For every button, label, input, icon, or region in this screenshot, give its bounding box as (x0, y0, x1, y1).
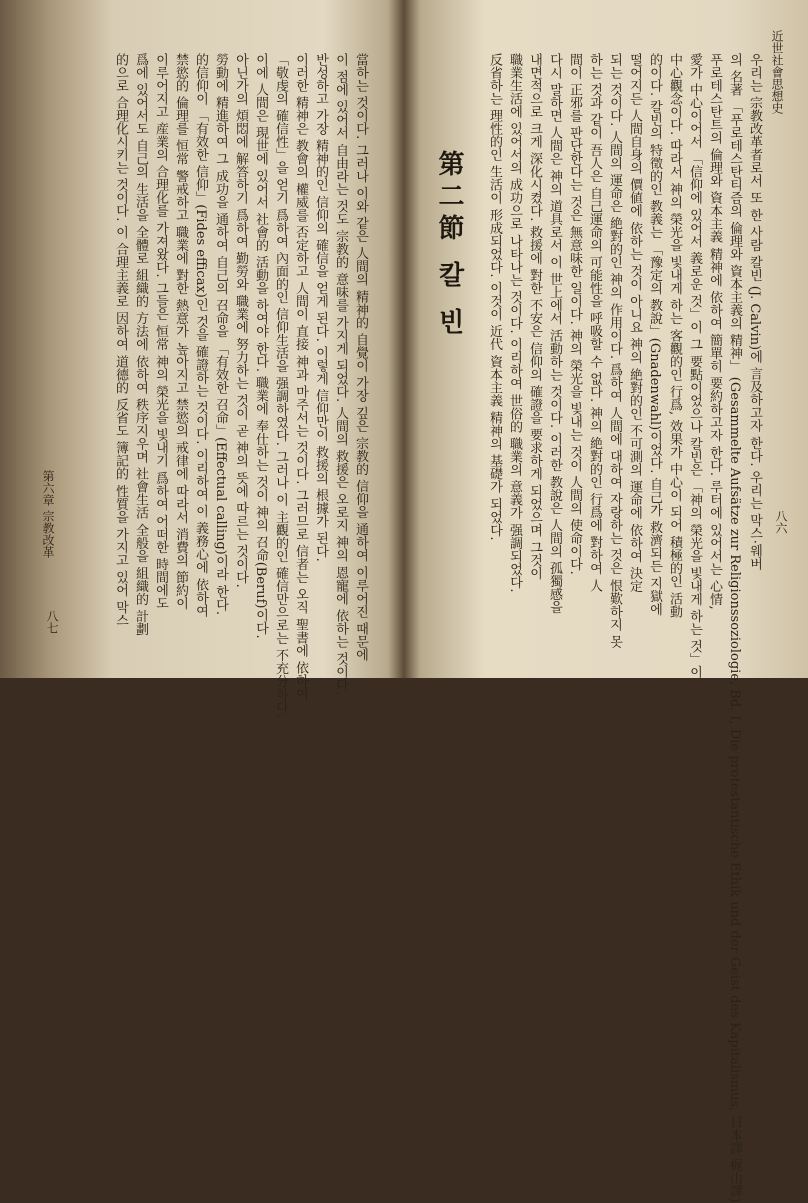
paragraph: 되는 것이다. 人間의 運命은 絶對的인 神의 作用이다. 爲하여 人間에 대하여 자랑하는 것은 恨歎하지 못 (607, 53, 622, 648)
paragraph: 의 名著 「푸로테스탄티즘의 倫理와 資本主義의 精神」 (Gesammelte Aufsätze zur Religionssoziologie, Bd. I, Die protestantische Ethik und der Geist des Kapitalismus, 日本譯 梶山譯) (727, 53, 742, 1203)
paragraph: 職業生活에 있어서의 成功으로 나타나는 것이다. 이리하여 世俗的 職業의 意義가 强調되었다. (507, 53, 522, 593)
paragraph: 禁慾的 倫理를 恒常 警戒하고 職業에 對한 熱意가 높아지고 禁慾의 戒律에 따라서 消費의 節約이 (173, 53, 188, 610)
paragraph: 이러한 精神은 教會의 權威를 否定하고 人間이 直接 神과 마주서는 것이다. 그러므로 信者는 오직 聖書에 依하여 (293, 53, 308, 700)
paragraph: 爲에 있어서도 自己의 生活을 全體로 組織的 方法에 依하여 秩序지우며 社會生活 全般을 組織的 計劃 (133, 53, 148, 636)
paragraph: 푸로테스탄트의 倫理와 資本主義 精神에 依하여 簡單히 要約하고자 한다. 루터에 있어서는 心情, (707, 53, 722, 610)
paragraph: 우리는 宗教改革者로서 또 한 사람 칼빈 (J. Calvin)에 言及하고자 한다. 우리는 막스·웨버 (747, 53, 762, 570)
running-header: 近世社會思想史 (770, 30, 784, 114)
paragraph: 的으로 合理化시키는 것이다. 이 合理主義로 因하여 道德的 反省도 簿記的 性質을 가지고 있어 막스 (113, 53, 128, 627)
right-page (412, 0, 808, 1203)
paragraph: 的信仰이 「有效한 信仰」(Fides efficax)인 것을 確證하는 것이다. 이리하여 이 義務心에 依하여 (193, 53, 208, 617)
paragraph: 내면적으로 크게 深化시켰다. 救援에 對한 不安은 信仰의 確證을 要求하게 되었으며 그것이 (527, 53, 542, 580)
paragraph: 愛가 中心이어서 「信仰에 있어서 義로운 것」이 그 要點이었으나 칼빈은 「神의 榮光을 빛내게 하는 것」이 (687, 53, 702, 679)
chapter-footer: 第六章 宗教改革 (41, 470, 55, 558)
paragraph: 반성하고 가장 精神的인 信仰의 確信을 얻게 된다. 이렇게 信仰만이 救援의 根據가 된다. (313, 53, 328, 562)
paragraph: 間이 正邪를 판단한다는 것은 無意味한 일이다. 神의 榮光을 빛내는 것이 人間의 使命이다. (567, 53, 582, 575)
left-page (0, 0, 396, 718)
paragraph: 떨어지든 人間自身의 價値에 依하는 것이 아니요 神의 絶對的인 不可測의 運命에 依하여 決定 (627, 53, 642, 593)
paragraph: 「敬虔의 確信性」을 얻기 爲하여 內面的인 信仰生活을 强調하였다. 그러나 이 主觀的인 確信만으로는 不充分하다. (273, 53, 288, 718)
paragraph: 勞動에 精進하여 그 成功을 通하여 自己의 召命을 「有效한 召命」(Effectual calling)이라 한다. (213, 53, 228, 616)
paragraph: 中心觀念이다. 따라서 神의 榮光을 빛내게 하는 客觀的인 行爲, 效果가 中心이 되어 積極的인 活動 (667, 53, 682, 618)
paragraph: 이루어지고 産業의 合理化를 가져왔다. 그들은 恒常 神의 榮光을 빛내기 爲하여 어떠한 時間에도 (153, 53, 168, 610)
paragraph: 아닌가의 煩悶에 解答하기 爲하여 勤勞와 職業에 努力하는 것이 곧 神의 뜻에 따르는 것이다. (233, 53, 248, 588)
right-page-text (464, 40, 764, 1203)
paragraph: 이 점에 있어서 自由라는 것도 宗教的 意味를 가지게 되었다. 人間의 救援은 오로지 神의 恩寵에 依하는 것이다. (333, 53, 348, 696)
paragraph: 的이다. 칼빈의 特徵的인 教義는 「豫定의 教說」(Gnadenwahl)이었다. 自己가 救濟되든 지獄에 (647, 53, 662, 616)
paragraph: 다시 말하면 人間은 神의 道具로서 이 世上에서 活動하는 것이다. 이러한 教說은 人間의 孤獨感을 (547, 53, 562, 614)
section-title: 第二節 칼 빈 (434, 150, 464, 341)
paragraph: 이에 人間은 現世에 있어서 社會的 活動을 하여야 한다. 職業에 奉仕하는 것이 神의 召命(Beruf)이다. (253, 53, 268, 639)
paragraph: 當하는 것이다. 그러나 이와 같은 人間의 精神的 自覺이 가장 깊은 宗教的 信仰을 通하여 이루어진 때문에 (353, 53, 368, 661)
page-number: 八六 (774, 510, 788, 534)
paragraph: 하는 것과 같이 吾人은 自己運命의 可能性을 呼吸할 수 없다. 神의 絶對的인 行爲에 對하여 人 (587, 53, 602, 592)
paragraph: 反省하는 理性的인 生活이 形成되었다. 이것이 近代 資本主義 精神의 基礎가 되었다. (487, 53, 502, 541)
page-number: 八七 (45, 610, 59, 634)
